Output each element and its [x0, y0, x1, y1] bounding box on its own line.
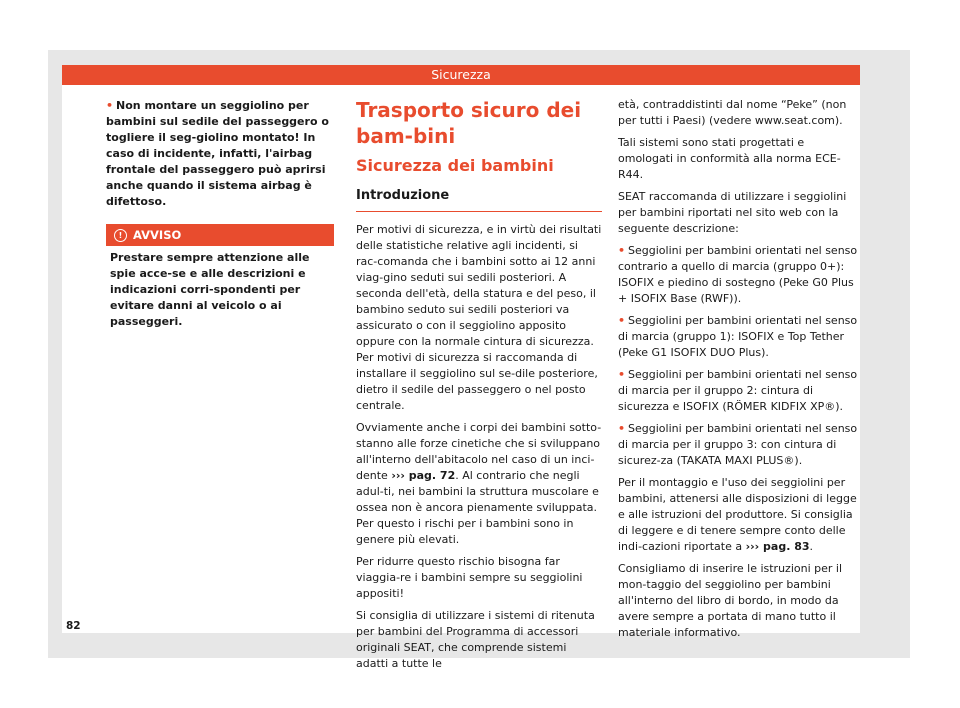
paragraph: Tali sistemi sono stati progettati e omologati in conformità alla norma ECE-R44.: [618, 136, 841, 181]
avviso-box: [106, 224, 334, 330]
warning-paragraph: • Non montare un seggiolino per bambini sul sedile del passeggero o togliere il seg-giolino montato! In caso di incidente, infatti, l'airbag frontale del passeggero può aprirsi anche quando il sistema airbag è difettoso.: [106, 99, 329, 208]
right-column: [618, 97, 860, 647]
paragraph: Ovviamente anche i corpi dei bambini sotto-stanno alle forze cinetiche che si sviluppano all'interno dell'abitacolo nel caso di un inci-dente ››› pag. 72. Al contrario che negli adul-ti, nei bambini la struttura muscolare e ossea non è ancora pienamente sviluppata. Per questo i rischi per i bambini sono in genere più elevati.: [356, 421, 602, 546]
paragraph: Si consiglia di utilizzare i sistemi di ritenuta per bambini del Programma di accessori originali SEAT, che comprende sistemi adatti a tutte le: [356, 609, 595, 670]
paragraph: Per il montaggio e l'uso dei seggiolini per bambini, attenersi alle disposizioni di legge e alle istruzioni del produttore. Si consiglia di leggere e di tenere sempre conto delle indi-cazioni riportate a ››› pag. 83.: [618, 476, 857, 553]
paragraph: Per ridurre questo rischio bisogna far viaggia-re i bambini sempre su seggiolini appositi!: [356, 555, 583, 600]
page-reference-link[interactable]: ››› pag. 72: [391, 469, 456, 482]
page-number: 82: [66, 620, 81, 632]
paragraph: Per motivi di sicurezza, e in virtù dei risultati delle statistiche relative agli incidenti, si rac-comanda che i bambini sotto ai 12 anni viag-gino seduti sui sedili posteriori. A seconda dell'età, della statura e del peso, il bambino seduto sui sedili posteriori va assicurato o con il seggiolino apposito oppure con la normale cintura di sicurezza. Per motivi di sicurezza si raccomanda di installare il seggiolino sul se-dile posteriore, dietro il sedile del passeggero o nel posto centrale.: [356, 223, 602, 412]
bullet-icon: •: [618, 422, 626, 435]
middle-column: [356, 97, 602, 678]
left-column: [106, 98, 334, 330]
paragraph: SEAT raccomanda di utilizzare i seggiolini per bambini riportati nel sito web con la seguente descrizione:: [618, 190, 847, 235]
subsection-title: Introduzione: [356, 183, 602, 212]
list-item: • Seggiolini per bambini orientati nel senso di marcia per il gruppo 2: cintura di sicurezza e ISOFIX (RÖMER KIDFIX XP®).: [618, 368, 858, 413]
bullet-icon: •: [618, 368, 626, 381]
section-header: Sicurezza: [62, 65, 860, 85]
page-reference-link[interactable]: ››› pag. 83: [745, 540, 810, 553]
paragraph: età, contraddistinti dal nome “Peke” (non per tutti i Paesi) (vedere www.seat.com).: [618, 98, 847, 127]
manual-page: [62, 65, 860, 670]
list-item: • Seggiolini per bambini orientati nel senso di marcia per il gruppo 3: con cintura di sicurez-za (TAKATA MAXI PLUS®).: [618, 422, 858, 467]
section-title: Sicurezza dei bambini: [356, 156, 554, 175]
list-item: • Seggiolini per bambini orientati nel senso di marcia (gruppo 1): ISOFIX e Top Tether (Peke G1 ISOFIX DUO Plus).: [618, 314, 858, 359]
avviso-header: ! AVVISO: [106, 224, 334, 246]
bullet-icon: •: [618, 244, 626, 257]
warning-icon: !: [114, 229, 127, 242]
bullet-icon: •: [106, 99, 114, 112]
avviso-text: Prestare sempre attenzione alle spie acce-se e alle descrizioni e indicazioni corri-spondenti per evitare danni al veicolo o ai passeggeri.: [110, 251, 310, 328]
chapter-title: Trasporto sicuro dei bam-bini: [356, 98, 582, 148]
bullet-icon: •: [618, 314, 626, 327]
list-item: • Seggiolini per bambini orientati nel senso contrario a quello di marcia (gruppo 0+): ISOFIX e piedino di sostegno (Peke G0 Plus + ISOFIX Base (RWF)).: [618, 244, 858, 305]
paragraph: Consigliamo di inserire le istruzioni per il mon-taggio del seggiolino per bambini all'interno del libro di bordo, in modo da avere sempre a portata di mano tutto il materiale informativo.: [618, 562, 843, 639]
